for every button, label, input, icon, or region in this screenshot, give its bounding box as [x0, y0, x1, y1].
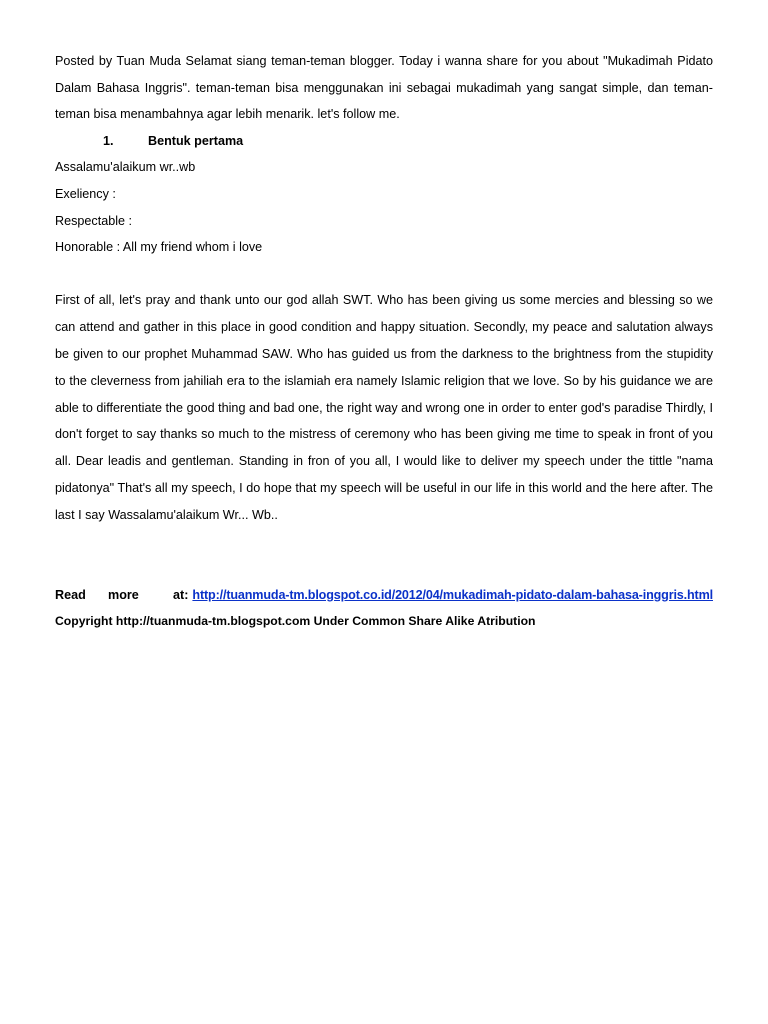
speech-body-paragraph: First of all, let's pray and thank unto our god allah SWT. Who has been giving us some mercies and blessing so we can attend and gather in this place in good condition and happy situation. Secondly, my peace and salutation always be given to our prophet Muhammad SAW. Who has guided us from the darkness to the brightness from the stupidity to the cleverness from jahiliah era to the islamiah era namely Islamic religion that we love. So by his guidance we are able to differentiate the good thing and bad one, the right way and wrong one in order to enter god's paradise Thirdly, I don't forget to say thanks so much to the mistress of ceremony who has been giving me time to speak in front of you all. Dear leadis and gentleman. Standing in fron of you all, I would like to deliver my speech under the tittle "nama pidatonya" That's all my speech, I do hope that my speech will be useful in our life in this world and the here after. The last I say Wassalamu'alaikum Wr... Wb.. [55, 293, 713, 522]
list-item-bentuk-pertama [55, 128, 713, 155]
greeting-line-salam: Assalamu'alaikum wr..wb [55, 160, 196, 175]
greeting-line-exeliency: Exeliency : [55, 186, 116, 201]
source-link[interactable]: http://tuanmuda-tm.blogspot.co.id/2012/04/mukadimah-pidato-dalam-bahasa-inggris.html [192, 587, 713, 602]
read-more-word-read: Read [55, 587, 86, 602]
read-more-word-at: at: [173, 587, 189, 602]
intro-paragraph: Posted by Tuan Muda Selamat siang teman-teman blogger. Today i wanna share for you about "Mukadimah Pidato Dalam Bahasa Inggris". teman-teman bisa menggunakan ini sebagai mukadimah yang sangat simple, dan teman-teman bisa menambahnya agar lebih menarik. let's follow me. [55, 54, 713, 122]
blank-line [55, 261, 713, 288]
document-page: Posted by Tuan Muda Selamat siang teman-teman blogger. Today i wanna share for you about "Mukadimah Pidato Dalam Bahasa Inggris". teman-teman bisa menggunakan ini sebagai mukadimah yang sangat simple, dan teman-teman bisa menambahnya agar lebih menarik. let's follow me. 1. Bentuk pertama Assalamu'alaikum wr..wb Exeliency : Respectable : Honorable : All my friend whom i love First of all, let's pray and thank unto our god allah SWT. Who has been giving us some mercies and blessing so we can attend and gather in this place in good condition and happy situation. Secondly, my peace and salutation always be given to our prophet Muhammad SAW. Who has guided us from the darkness to the brightness from the stupidity to the cleverness from jahiliah era to the islamiah era namely Islamic religion that we love. So by his guidance we are able to differentiate the good thing and bad one, the right way and wrong one in order to enter god's paradise Thirdly, I don't forget to say thanks so much to the mistress of ceremony who has been giving me time to speak in front of you all. Dear leadis and gentleman. Standing in fron of you all, I would like to deliver my speech under the tittle "nama pidatonya" That's all my speech, I do hope that my speech will be useful in our life in this world and the here after. The last I say Wassalamu'alaikum Wr... Wb.. Read more at: http://tuanmuda-tm.blogspot.co.id/2012/04/mukadimah-pidato-dalam-bahasa-inggris.html Copyright http://tuanmuda-tm.blogspot.com Under Common Share Alike Atribution [55, 48, 713, 608]
read-more-word-more: more [108, 587, 139, 602]
list-number: 1. [103, 133, 114, 148]
greeting-line-honorable: Honorable : All my friend whom i love [55, 240, 263, 255]
list-title: Bentuk pertama [148, 133, 244, 148]
greeting-line-respectable: Respectable : [55, 213, 133, 228]
blank-lines [55, 529, 713, 582]
read-more-line [55, 582, 713, 608]
